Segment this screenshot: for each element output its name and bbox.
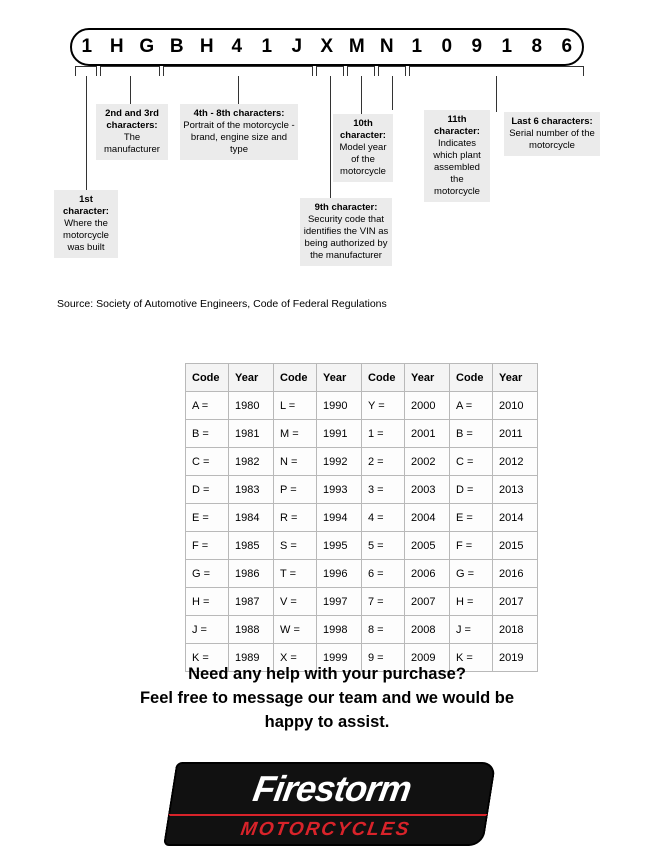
callout-title: 4th - 8th characters: <box>193 108 285 119</box>
cell-code: L = <box>274 392 317 420</box>
cell-year: 2015 <box>493 532 538 560</box>
cell-code: N = <box>274 448 317 476</box>
vin-char: N <box>379 36 395 57</box>
cell-code: 2 = <box>362 448 405 476</box>
help-line-3: happy to assist. <box>264 713 390 731</box>
cell-year: 1996 <box>317 560 362 588</box>
cell-year: 1999 <box>317 644 362 672</box>
cell-code: D = <box>186 476 229 504</box>
cell-code: 4 = <box>362 504 405 532</box>
cell-year: 1997 <box>317 588 362 616</box>
callout-body: Model year of the motorcycle <box>339 142 387 177</box>
bracket-group-10 <box>347 66 375 76</box>
vin-char: 0 <box>441 36 453 57</box>
vin-char: H <box>109 36 125 57</box>
cell-code: 1 = <box>362 420 405 448</box>
cell-code: R = <box>274 504 317 532</box>
table-row <box>186 560 538 588</box>
cell-code: E = <box>450 504 493 532</box>
cell-code: Y = <box>362 392 405 420</box>
cell-code: P = <box>274 476 317 504</box>
source-note: Source: Society of Automotive Engineers, Code of Federal Regulations <box>57 298 387 310</box>
callout-fourth-eighth-characters <box>180 104 298 160</box>
cell-year: 2014 <box>493 504 538 532</box>
table-row <box>186 504 538 532</box>
cell-year: 2004 <box>405 504 450 532</box>
column-header: Code <box>362 364 405 392</box>
cell-code: S = <box>274 532 317 560</box>
cell-year: 2000 <box>405 392 450 420</box>
cell-year: 1989 <box>229 644 274 672</box>
callout-title: 1st character: <box>63 194 109 217</box>
cell-code: B = <box>186 420 229 448</box>
firestorm-motorcycles-logo <box>164 762 497 842</box>
cell-code: A = <box>186 392 229 420</box>
bracket-group-1 <box>75 66 97 76</box>
help-line-2: Feel free to message our team and we would be <box>139 689 515 707</box>
vin-char: M <box>348 36 366 57</box>
callout-body: The manufacturer <box>104 132 160 155</box>
callout-title: 11th character: <box>434 114 480 137</box>
vin-diagram <box>0 0 654 310</box>
cell-code: D = <box>450 476 493 504</box>
cell-code: 6 = <box>362 560 405 588</box>
vin-char: 1 <box>261 36 273 57</box>
cell-year: 1984 <box>229 504 274 532</box>
cell-code: X = <box>274 644 317 672</box>
vin-char: J <box>291 36 303 57</box>
cell-year: 2016 <box>493 560 538 588</box>
callout-body: Serial number of the motorcycle <box>509 128 595 151</box>
leader-tenth <box>361 76 362 114</box>
cell-year: 2006 <box>405 560 450 588</box>
cell-code: G = <box>186 560 229 588</box>
cell-code: M = <box>274 420 317 448</box>
cell-year: 1982 <box>229 448 274 476</box>
leader-fourth-eighth <box>238 76 239 104</box>
cell-year: 2007 <box>405 588 450 616</box>
cell-year: 1995 <box>317 532 362 560</box>
cell-year: 2005 <box>405 532 450 560</box>
callout-body: Portrait of the motorcycle - brand, engine size and type <box>183 120 295 155</box>
cell-code: 7 = <box>362 588 405 616</box>
callout-ninth-character <box>300 198 392 266</box>
leader-first-character <box>86 76 87 190</box>
bracket-group-2-3 <box>100 66 160 76</box>
table-row <box>186 420 538 448</box>
table-row <box>186 588 538 616</box>
cell-code: V = <box>274 588 317 616</box>
vin-char: 1 <box>501 36 513 57</box>
help-line-1: Need any help with your purchase? <box>188 665 466 683</box>
cell-code: C = <box>450 448 493 476</box>
column-header: Code <box>274 364 317 392</box>
leader-ninth <box>330 76 331 198</box>
table-header-row <box>186 364 538 392</box>
cell-year: 1990 <box>317 392 362 420</box>
table-row <box>186 448 538 476</box>
cell-code: F = <box>186 532 229 560</box>
vin-character-bar <box>70 28 584 66</box>
leader-eleventh <box>392 76 393 110</box>
callout-body: Where the motorcycle was built <box>63 218 109 253</box>
bracket-group-11 <box>378 66 406 76</box>
cell-year: 1983 <box>229 476 274 504</box>
callout-tenth-character <box>333 114 393 182</box>
callout-title: 9th character: <box>314 202 378 213</box>
cell-year: 2002 <box>405 448 450 476</box>
leader-last-six <box>496 76 497 112</box>
cell-year: 2017 <box>493 588 538 616</box>
callout-title: 10th character: <box>340 118 386 141</box>
vin-char: X <box>320 36 334 57</box>
cell-code: 3 = <box>362 476 405 504</box>
cell-year: 1992 <box>317 448 362 476</box>
cell-code: H = <box>450 588 493 616</box>
cell-year: 2019 <box>493 644 538 672</box>
cell-year: 1986 <box>229 560 274 588</box>
cell-year: 2010 <box>493 392 538 420</box>
cell-code: H = <box>186 588 229 616</box>
cell-code: J = <box>450 616 493 644</box>
cell-code: F = <box>450 532 493 560</box>
cell-year: 2011 <box>493 420 538 448</box>
cell-code: 9 = <box>362 644 405 672</box>
cell-year: 2012 <box>493 448 538 476</box>
callout-body: Indicates which plant assembled the motorcycle <box>433 138 481 197</box>
callout-last-six-characters <box>504 112 600 156</box>
year-code-table-wrapper <box>185 363 538 672</box>
leader-second-third <box>130 76 131 104</box>
cell-year: 1988 <box>229 616 274 644</box>
column-header: Code <box>186 364 229 392</box>
cell-code: K = <box>186 644 229 672</box>
cell-code: C = <box>186 448 229 476</box>
cell-year: 2009 <box>405 644 450 672</box>
cell-year: 1985 <box>229 532 274 560</box>
table-row <box>186 616 538 644</box>
cell-code: J = <box>186 616 229 644</box>
cell-year: 2001 <box>405 420 450 448</box>
cell-year: 1987 <box>229 588 274 616</box>
cell-year: 1994 <box>317 504 362 532</box>
callout-title: Last 6 characters: <box>511 116 593 127</box>
table-row <box>186 476 538 504</box>
cell-code: 5 = <box>362 532 405 560</box>
cell-code: G = <box>450 560 493 588</box>
vin-char: 6 <box>561 36 573 57</box>
vin-char: 4 <box>231 36 243 57</box>
table-row <box>186 392 538 420</box>
vin-char: B <box>169 36 185 57</box>
cell-code: B = <box>450 420 493 448</box>
help-message <box>0 662 654 734</box>
logo-brand-name: Firestorm <box>168 762 496 814</box>
cell-year: 1980 <box>229 392 274 420</box>
callout-first-character <box>54 190 118 258</box>
callout-title: 2nd and 3rd characters: <box>105 108 159 131</box>
logo-tagline: MOTORCYCLES <box>163 814 488 846</box>
bracket-group-last-6 <box>409 66 584 76</box>
vin-char: 1 <box>81 36 93 57</box>
table-row <box>186 532 538 560</box>
vin-char: 1 <box>411 36 423 57</box>
cell-code: 8 = <box>362 616 405 644</box>
callout-eleventh-character <box>424 110 490 202</box>
bracket-group-9 <box>316 66 344 76</box>
cell-year: 1998 <box>317 616 362 644</box>
column-header: Code <box>450 364 493 392</box>
cell-year: 1993 <box>317 476 362 504</box>
vin-char: H <box>199 36 215 57</box>
cell-year: 1991 <box>317 420 362 448</box>
cell-year: 2008 <box>405 616 450 644</box>
cell-code: E = <box>186 504 229 532</box>
cell-code: T = <box>274 560 317 588</box>
cell-code: K = <box>450 644 493 672</box>
cell-year: 2013 <box>493 476 538 504</box>
vin-char: 9 <box>471 36 483 57</box>
callout-second-third-characters <box>96 104 168 160</box>
cell-year: 2003 <box>405 476 450 504</box>
column-header: Year <box>317 364 362 392</box>
year-code-table <box>185 363 538 672</box>
column-header: Year <box>493 364 538 392</box>
vin-char: G <box>139 36 155 57</box>
column-header: Year <box>229 364 274 392</box>
column-header: Year <box>405 364 450 392</box>
cell-year: 2018 <box>493 616 538 644</box>
bracket-group-4-8 <box>163 66 313 76</box>
cell-year: 1981 <box>229 420 274 448</box>
callout-body: Security code that identifies the VIN as being authorized by the manufacturer <box>303 214 389 261</box>
cell-code: A = <box>450 392 493 420</box>
vin-char: 8 <box>531 36 543 57</box>
cell-code: W = <box>274 616 317 644</box>
